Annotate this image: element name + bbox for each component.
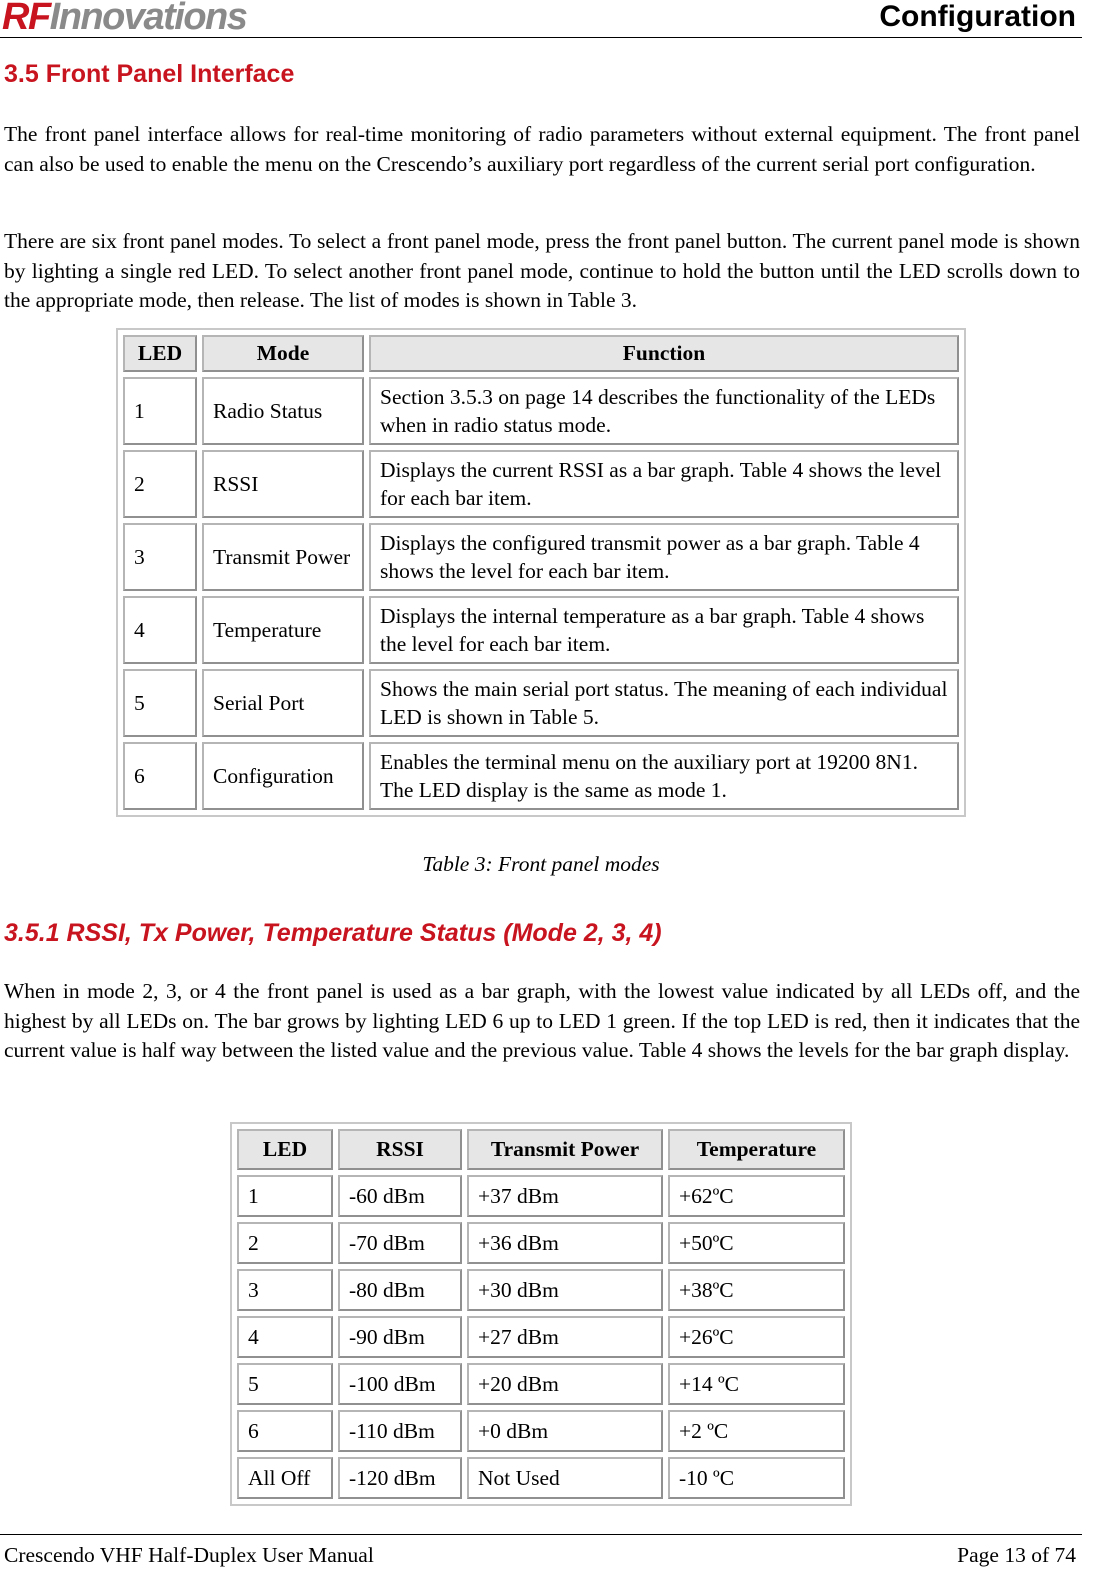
tx-power-cell: +30 dBm — [467, 1269, 663, 1311]
mode-cell: Temperature — [202, 596, 364, 664]
rssi-cell: -60 dBm — [338, 1175, 462, 1217]
table-row — [237, 1410, 845, 1452]
temperature-cell: -10 ºC — [668, 1457, 845, 1499]
function-cell: Section 3.5.3 on page 14 describes the functionality of the LEDs when in radio status mode. — [369, 377, 959, 445]
table-row — [237, 1222, 845, 1264]
table-row — [237, 1457, 845, 1499]
intro-paragraph: The front panel interface allows for real-time monitoring of radio parameters without external equipment. The front panel can also be used to enable the menu on the Crescendo’s auxiliary port regardless of the current serial port configuration. — [4, 122, 1080, 176]
rssi-cell: -80 dBm — [338, 1269, 462, 1311]
function-cell: Displays the configured transmit power as a bar graph. Table 4 shows the level for each bar item. — [369, 523, 959, 591]
rssi-cell: -90 dBm — [338, 1316, 462, 1358]
tx-power-cell: +27 dBm — [467, 1316, 663, 1358]
subsection-heading: 3.5.1 RSSI, Tx Power, Temperature Status (Mode 2, 3, 4) — [4, 919, 662, 947]
led-cell: 5 — [123, 669, 197, 737]
temperature-cell: +62ºC — [668, 1175, 845, 1217]
front-panel-modes-table — [116, 328, 966, 817]
logo-innovations: Innovations — [49, 0, 247, 38]
rf-innovations-logo — [2, 0, 246, 38]
table-header-row — [237, 1129, 845, 1170]
led-cell: 1 — [123, 377, 197, 445]
col-header-led: LED — [123, 335, 197, 372]
temperature-cell: +50ºC — [668, 1222, 845, 1264]
modes-paragraph: There are six front panel modes. To select a front panel mode, press the front panel button. The current panel mode is shown by lighting a single red LED. To select another front panel mode, continue to hold the button until the LED scrolls down to the appropriate mode, then release. The list of modes is shown in Table 3. — [4, 229, 1080, 312]
table-row — [123, 669, 959, 737]
section-heading: 3.5 Front Panel Interface — [4, 60, 295, 88]
temperature-cell: +14 ºC — [668, 1363, 845, 1405]
table-row — [123, 377, 959, 445]
footer-rule — [0, 1534, 1082, 1535]
chapter-title: Configuration — [879, 0, 1076, 33]
bar-graph-paragraph: When in mode 2, 3, or 4 the front panel is used as a bar graph, with the lowest value indicated by all LEDs off, and the highest by all LEDs on. The bar grows by lighting LED 6 up to LED 1 green. If the top LED is red, then it indicates that the current value is half way between the listed value and the previous value. Table 4 shows the levels for the bar graph display. — [4, 979, 1080, 1062]
col-header-mode: Mode — [202, 335, 364, 372]
rssi-cell: -100 dBm — [338, 1363, 462, 1405]
temperature-cell: +38ºC — [668, 1269, 845, 1311]
table-row — [123, 523, 959, 591]
rssi-cell: -120 dBm — [338, 1457, 462, 1499]
table-row — [237, 1363, 845, 1405]
tx-power-cell: +20 dBm — [467, 1363, 663, 1405]
col-header-led: LED — [237, 1129, 333, 1170]
table-row — [237, 1269, 845, 1311]
tx-power-cell: +37 dBm — [467, 1175, 663, 1217]
function-cell: Displays the internal temperature as a bar graph. Table 4 shows the level for each bar item. — [369, 596, 959, 664]
footer-page-number: Page 13 of 74 — [957, 1543, 1076, 1567]
col-header-function: Function — [369, 335, 959, 372]
led-cell: 3 — [237, 1269, 333, 1311]
footer-manual-title: Crescendo VHF Half-Duplex User Manual — [4, 1543, 374, 1567]
table-row — [123, 450, 959, 518]
mode-cell: Radio Status — [202, 377, 364, 445]
led-cell: 6 — [123, 742, 197, 810]
tx-power-cell: +36 dBm — [467, 1222, 663, 1264]
led-cell: All Off — [237, 1457, 333, 1499]
table-row — [123, 742, 959, 810]
header-rule — [0, 37, 1082, 38]
bar-graph-levels-table — [230, 1122, 852, 1506]
col-header-transmit-power: Transmit Power — [467, 1129, 663, 1170]
function-cell: Shows the main serial port status. The meaning of each individual LED is shown in Table 5. — [369, 669, 959, 737]
led-cell: 1 — [237, 1175, 333, 1217]
tx-power-cell: Not Used — [467, 1457, 663, 1499]
table-3-caption: Table 3: Front panel modes — [422, 852, 660, 876]
mode-cell: RSSI — [202, 450, 364, 518]
col-header-rssi: RSSI — [338, 1129, 462, 1170]
table-row — [237, 1316, 845, 1358]
logo-rf: RF — [2, 0, 50, 38]
led-cell: 2 — [123, 450, 197, 518]
tx-power-cell: +0 dBm — [467, 1410, 663, 1452]
led-cell: 3 — [123, 523, 197, 591]
temperature-cell: +2 ºC — [668, 1410, 845, 1452]
function-cell: Displays the current RSSI as a bar graph. Table 4 shows the level for each bar item. — [369, 450, 959, 518]
led-cell: 4 — [237, 1316, 333, 1358]
rssi-cell: -110 dBm — [338, 1410, 462, 1452]
led-cell: 2 — [237, 1222, 333, 1264]
temperature-cell: +26ºC — [668, 1316, 845, 1358]
mode-cell: Configuration — [202, 742, 364, 810]
table-row — [237, 1175, 845, 1217]
function-cell: Enables the terminal menu on the auxiliary port at 19200 8N1. The LED display is the same as mode 1. — [369, 742, 959, 810]
table-row — [123, 596, 959, 664]
led-cell: 5 — [237, 1363, 333, 1405]
rssi-cell: -70 dBm — [338, 1222, 462, 1264]
mode-cell: Serial Port — [202, 669, 364, 737]
col-header-temperature: Temperature — [668, 1129, 845, 1170]
mode-cell: Transmit Power — [202, 523, 364, 591]
led-cell: 6 — [237, 1410, 333, 1452]
table-header-row — [123, 335, 959, 372]
led-cell: 4 — [123, 596, 197, 664]
